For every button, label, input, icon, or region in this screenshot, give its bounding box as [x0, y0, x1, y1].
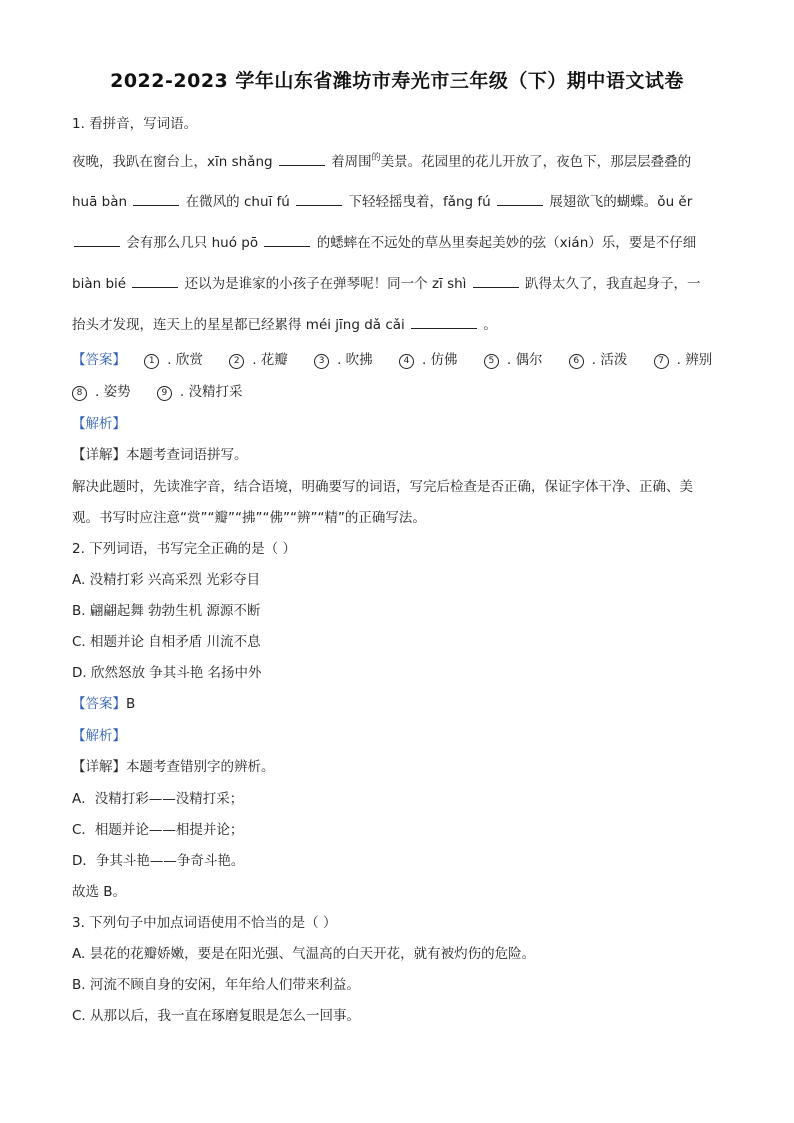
q2-option-b: B. 翩翩起舞 勃勃生机 源源不断 [72, 603, 261, 619]
q3-option-a: A. 昙花的花瓣娇嫩，要是在阳光强、气温高的白天开花，就有被灼伤的危险。 [72, 946, 536, 962]
answer-item [144, 348, 203, 369]
answer-text: . 没精打采 [179, 384, 243, 400]
answer-text: . 姿势 [95, 384, 131, 400]
q3-option-b: B. 河流不顾自身的安闲，年年给人们带来利益。 [72, 977, 360, 993]
q1-text: biàn bié [72, 276, 127, 292]
q3-option-c: C. 从那以后，我一直在琢磨复眼是怎么一回事。 [72, 1008, 361, 1024]
q2-option-c: C. 相题并论 自相矛盾 川流不息 [72, 634, 261, 650]
q1-text: 美景。花园里的花儿开放了，夜色下，那层层叠叠的 [380, 154, 692, 170]
q2-option-a: A. 没精打彩 兴高采烈 光彩夺目 [72, 572, 261, 588]
answer-tag: 【答案】 [72, 352, 126, 368]
q1-text: 的 [371, 153, 381, 163]
q1-text: 会有那么几只 huó pō [126, 235, 259, 251]
q2-explanation-a: A．没精打彩——没精打采； [72, 791, 244, 807]
answer-text: . 活泼 [591, 352, 628, 368]
circled-number: 6 [569, 354, 584, 369]
answer-blank [264, 232, 310, 247]
analysis-tag: 【解析】 [72, 416, 126, 432]
answer-item [399, 348, 458, 369]
q1-passage-line-2 [72, 190, 692, 210]
q1-passage-line-5 [72, 313, 497, 333]
answer-blank [473, 273, 519, 288]
answer-item [72, 380, 131, 401]
q2-option-d: D. 欣然怒放 争其斗艳 名扬中外 [72, 665, 262, 681]
answer-text: . 吹拂 [337, 352, 373, 368]
q1-explanation-2: 观。书写时应注意“赏”“瓣”“拂”“佛”“辨”“精”的正确写法。 [72, 510, 426, 526]
q2-detail: 【详解】本题考查错别字的辨析。 [72, 759, 275, 775]
q1-stem: 1. 看拼音，写词语。 [72, 116, 198, 132]
answer-blank [279, 151, 325, 166]
q1-text: 抬头才发现，连天上的星星都已经累得 méi jīng dǎ cǎi [72, 317, 405, 333]
circled-number: 1 [144, 354, 159, 369]
q1-passage-line-4 [72, 272, 701, 292]
q2-explanation-c: C．相题并论——相提并论； [72, 822, 244, 838]
q2-conclusion: 故选 B。 [72, 884, 127, 900]
answer-blank [74, 232, 120, 247]
q1-text: 。 [483, 317, 497, 333]
answer-text: . 偶尔 [506, 352, 543, 368]
circled-number: 5 [484, 354, 499, 369]
q1-explanation-1: 解决此题时，先读准字音，结合语境，明确要写的词语，写完后检查是否正确，保证字体干净、正确、美 [72, 479, 693, 495]
q1-text: 夜晚，我趴在窗台上，xīn shǎng [72, 154, 273, 170]
q1-text: 还以为是谁家的小孩子在弹琴呢！同一个 zī shì [184, 276, 467, 292]
q3-stem: 3. 下列句子中加点词语使用不恰当的是（ ） [72, 915, 337, 931]
circled-number: 4 [399, 354, 414, 369]
q1-text: 的蟋蟀在不远处的草丛里奏起美妙的弦（xián）乐，要是不仔细 [316, 235, 697, 251]
circled-number: 3 [314, 354, 329, 369]
q1-detail: 【详解】本题考查词语拼写。 [72, 447, 248, 463]
q1-text: 在微风的 chuī fú [185, 194, 290, 210]
answer-blank [133, 191, 179, 206]
q2-stem: 2. 下列词语，书写完全正确的是（ ） [72, 541, 296, 557]
answer-blank [132, 273, 178, 288]
answer-item [654, 348, 713, 369]
answer-text: . 花瓣 [252, 352, 288, 368]
answer-item [314, 348, 373, 369]
answer-text: . 辨别 [676, 352, 713, 368]
q2-explanation-d: D．争其斗艳——争奇斗艳。 [72, 853, 245, 869]
answer-item [229, 348, 288, 369]
answer-blank [497, 191, 543, 206]
answer-item [569, 348, 628, 369]
q1-answer-row-2 [72, 380, 264, 401]
circled-number: 9 [157, 386, 172, 401]
q1-text: 着周围 [331, 154, 372, 170]
q1-answer-row-1 [72, 348, 712, 369]
answer-blank [296, 191, 342, 206]
circled-number: 7 [654, 354, 669, 369]
q1-text: 下轻轻摇曳着，fǎng fú [348, 194, 491, 210]
answer-item [157, 380, 243, 401]
q1-text: 趴得太久了，我直起身子，一 [525, 276, 701, 292]
q1-passage-line-3 [72, 231, 696, 251]
page-title: 2022-2023 学年山东省潍坊市寿光市三年级（下）期中语文试卷 [110, 70, 684, 92]
q1-text: huā bàn [72, 194, 128, 210]
answer-text: . 仿佛 [421, 352, 458, 368]
q2-answer: B [126, 696, 136, 712]
analysis-tag: 【解析】 [72, 728, 126, 744]
answer-text: . 欣赏 [167, 352, 203, 368]
answer-item [484, 348, 543, 369]
q1-passage-line-1 [72, 150, 691, 170]
q2-answer-row [72, 692, 135, 712]
answer-tag: 【答案】 [72, 696, 126, 712]
q1-text: 展翅欲飞的蝴蝶。ǒu ěr [549, 194, 693, 210]
answer-blank [411, 314, 477, 329]
circled-number: 8 [72, 386, 87, 401]
circled-number: 2 [229, 354, 244, 369]
